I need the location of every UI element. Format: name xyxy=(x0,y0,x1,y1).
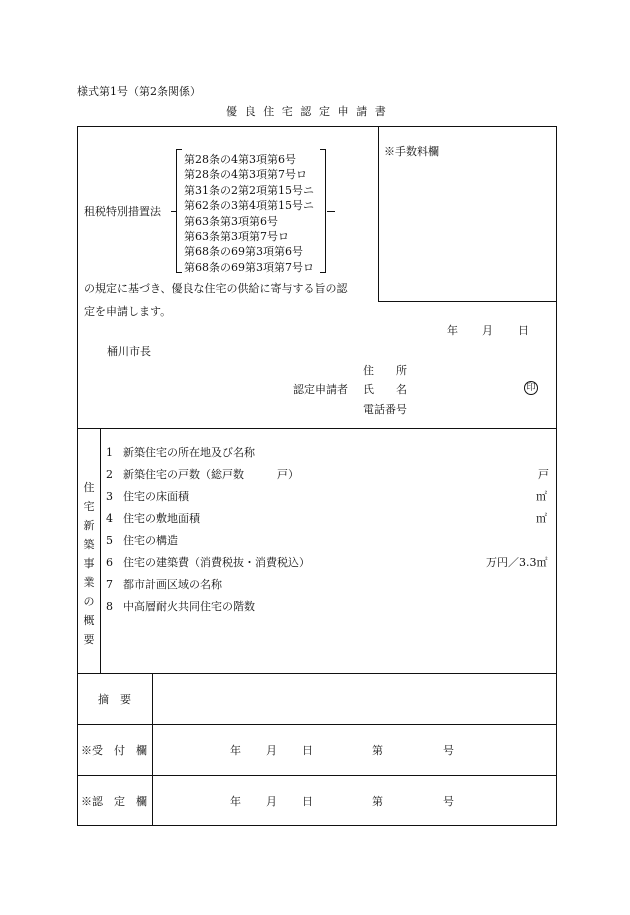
reception-day: 日 xyxy=(302,744,313,757)
item-text: 中高層耐火共同住宅の階数 xyxy=(123,600,255,613)
reception-month: 月 xyxy=(266,744,277,757)
provision-item: 第28条の4第3項第7号ロ xyxy=(184,168,307,182)
certification-number-suffix: 号 xyxy=(443,795,454,808)
date-year: 年 xyxy=(447,324,458,337)
fee-label: ※手数料欄 xyxy=(384,145,439,158)
overview-item-floor-area xyxy=(106,491,189,502)
overview-item-location xyxy=(106,447,255,458)
provision-item: 第63条第3項第6号 xyxy=(184,214,278,228)
certification-number-prefix: 第 xyxy=(372,795,383,808)
item-number: 4 xyxy=(106,512,113,525)
certification-day: 日 xyxy=(302,795,313,808)
provision-item: 第62条の3第4項第15号ニ xyxy=(184,199,314,213)
unit-households: 戸 xyxy=(538,468,549,481)
date-month: 月 xyxy=(482,324,493,337)
overview-label-char: 新 xyxy=(83,519,95,532)
statement-line-1: の規定に基づき、優良な住宅の供給に寄与する旨の認 xyxy=(84,282,348,295)
fee-box-bottom xyxy=(378,301,557,302)
document-title: 優良住宅認定申請書 xyxy=(226,105,394,118)
item-number: 8 xyxy=(106,600,113,613)
item-text: 新築住宅の戸数（総戸数 戸） xyxy=(123,468,299,481)
item-text: 住宅の構造 xyxy=(123,534,178,547)
certification-label: ※認 定 欄 xyxy=(81,795,147,808)
overview-label-char: 住 xyxy=(83,481,95,494)
unit-square-meters: ㎡ xyxy=(536,512,547,525)
item-number: 6 xyxy=(106,556,113,569)
overview-label-char: 築 xyxy=(83,538,95,551)
provision-item: 第68条の69第3項第7号ロ xyxy=(184,260,314,274)
bracket-connector-right xyxy=(327,211,335,212)
overview-item-site-area xyxy=(106,513,200,524)
date-day: 日 xyxy=(518,324,529,337)
item-number: 5 xyxy=(106,534,113,547)
bottom-label-divider xyxy=(152,673,153,826)
applicant-address-label: 住 所 xyxy=(363,364,407,377)
overview-label-divider xyxy=(100,428,101,673)
certification-year: 年 xyxy=(230,795,241,808)
provision-item: 第31条の2第2項第15号ニ xyxy=(184,183,314,197)
overview-section-label xyxy=(83,478,95,649)
item-number: 2 xyxy=(106,468,113,481)
provision-item: 第63条第3項第7号ロ xyxy=(184,229,289,243)
item-text: 都市計画区域の名称 xyxy=(123,578,222,591)
unit-cost-per-tsubo: 万円／3.3㎡ xyxy=(486,556,548,569)
provision-item: 第68条の69第3項第6号 xyxy=(184,245,303,259)
section-divider-reception xyxy=(77,724,557,725)
unit-square-meters: ㎡ xyxy=(536,490,547,503)
applicant-phone-label: 電話番号 xyxy=(363,403,407,416)
fee-column-divider xyxy=(378,126,379,301)
section-divider-certification xyxy=(77,775,557,776)
summary-label: 摘 要 xyxy=(98,693,131,706)
item-number: 7 xyxy=(106,578,113,591)
section-divider-overview xyxy=(77,428,557,429)
reception-number-prefix: 第 xyxy=(372,744,383,757)
overview-label-char: 概 xyxy=(83,614,95,627)
item-text: 住宅の敷地面積 xyxy=(123,512,200,525)
overview-item-structure xyxy=(106,535,178,546)
overview-item-planning-area xyxy=(106,579,222,590)
item-text: 住宅の床面積 xyxy=(123,490,189,503)
item-number: 1 xyxy=(106,446,113,459)
overview-label-char: 事 xyxy=(83,557,95,570)
bracket-tick-bottom xyxy=(320,272,326,273)
item-text: 住宅の建築費（消費税抜・消費税込） xyxy=(123,556,310,569)
statement-line-2: 定を申請します。 xyxy=(84,305,172,318)
overview-item-units xyxy=(106,469,299,480)
applicant-name-label: 氏 名 xyxy=(363,383,407,396)
item-text: 新築住宅の所在地及び名称 xyxy=(123,446,255,459)
overview-label-char: の xyxy=(83,595,95,608)
provision-list xyxy=(184,152,314,275)
reception-label: ※受 付 欄 xyxy=(81,744,147,757)
seal-mark: 印 xyxy=(524,381,538,395)
reception-number-suffix: 号 xyxy=(443,744,454,757)
certification-month: 月 xyxy=(266,795,277,808)
addressee: 桶川市長 xyxy=(107,345,151,358)
overview-label-char: 要 xyxy=(83,633,95,646)
section-divider-summary xyxy=(77,673,557,674)
reception-year: 年 xyxy=(230,744,241,757)
provision-item: 第28条の4第3項第6号 xyxy=(184,153,296,166)
bracket-tick-top xyxy=(320,149,326,150)
overview-item-construction-cost xyxy=(106,557,310,568)
overview-label-char: 業 xyxy=(83,576,95,589)
overview-item-floors xyxy=(106,601,255,612)
overview-label-char: 宅 xyxy=(83,500,95,513)
form-number: 様式第1号（第2条関係） xyxy=(77,85,201,98)
applicant-label: 認定申請者 xyxy=(293,383,348,396)
item-number: 3 xyxy=(106,490,113,503)
tax-law-label: 租税特別措置法 xyxy=(84,205,161,218)
